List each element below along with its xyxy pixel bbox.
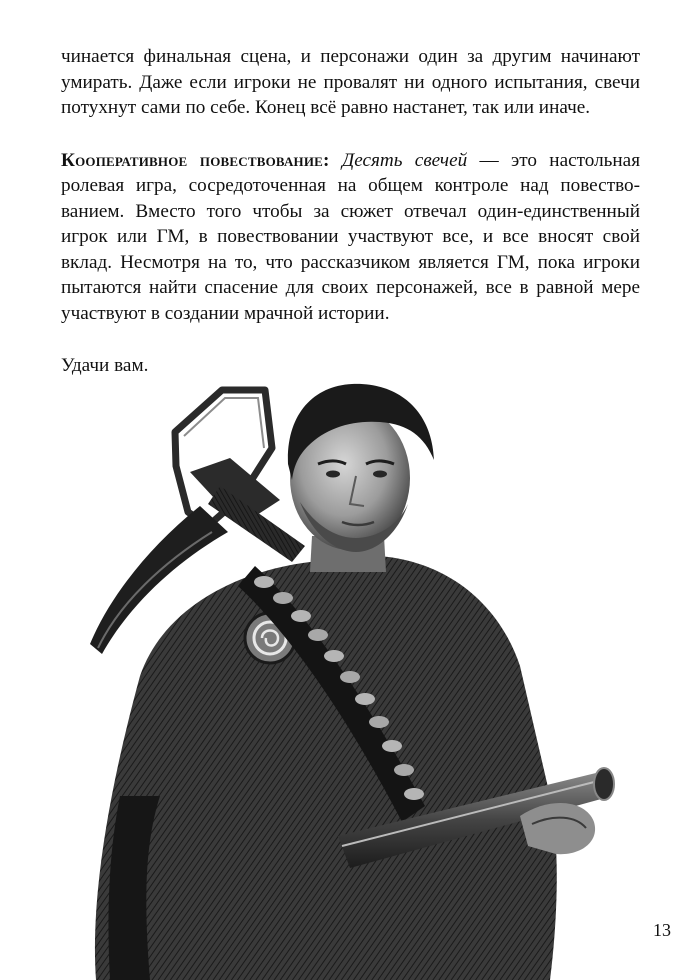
- page-number: 13: [653, 920, 671, 940]
- head: [288, 384, 434, 552]
- jacket: [95, 556, 557, 980]
- game-title: Десять свечей: [341, 149, 468, 171]
- hand: [520, 803, 595, 854]
- section-heading: Кооперативное повествование:: [61, 149, 330, 171]
- paragraph-body: — это настольная ролевая игра, сосредоточенная на общем контроле над повествованием. Вместо того чтобы за сюжет отвечал один-единственный игрок или ГМ, в повествовании участвуют все, и все вносят свой вклад. Несмотря на то, что рассказчиком является ГМ, пока игроки пытаются найти спасение для своих персонажей, все в равной мере участвуют в создании мрачной истории.: [61, 149, 641, 324]
- person-with-crossbow-illustration: [80, 376, 640, 980]
- paragraph-ending: чинается финальная сцена, и персонажи один за другим начинают умирать. Даже если игроки не провалят ни одного испытания, свечи потухнут сами по себе. Конец всё равно настанет, так или иначе.: [61, 46, 640, 118]
- paragraph-cooperative-storytelling: [61, 148, 640, 327]
- paragraph-good-luck: Удачи вам.: [61, 355, 149, 376]
- page-body: [61, 44, 640, 379]
